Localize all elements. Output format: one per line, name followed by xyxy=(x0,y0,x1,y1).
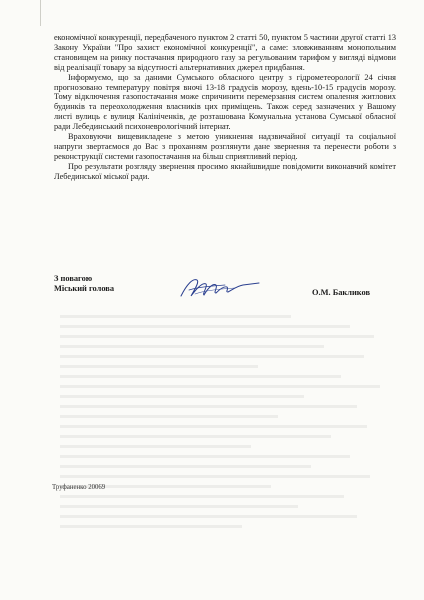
signatory-position: Міський голова xyxy=(54,284,115,293)
paragraph-1: економічної конкуренції, передбаченого пунктом 2 статті 50, пунктом 5 частини другої статті 13 Закону України "Про захист економічної конкуренції", а саме: зловживанням монопольним становищем на ринку постачання природного газу за регульованим тарифом у вигляді відмови від реалізації товару за відсутності альтернативних джерел придбання. xyxy=(54,33,396,72)
paragraph-3: Враховуючи вищевикладене з метою уникнення надзвичайної ситуації та соціальної напруги звертаємося до Вас з проханням розглянути дане звернення та перенести роботи з реконструкції системи газопостачання на більш сприятливий період. xyxy=(54,132,396,161)
fold-mark xyxy=(40,0,41,26)
signatory-name: О.М. Бакликов xyxy=(312,288,370,297)
signature-block xyxy=(54,274,396,314)
paragraph-4: Про результати розгляду звернення просимо якнайшвидше повідомити виконавчий комітет Лебединської міської ради. xyxy=(54,161,396,181)
signatory-title xyxy=(54,274,114,294)
handwritten-signature xyxy=(175,274,265,300)
closing-phrase: З повагою xyxy=(54,274,93,283)
letter-body xyxy=(54,33,396,182)
executor-note: Труфаненко 20069 xyxy=(52,484,106,491)
paragraph-2: Інформуємо, що за даними Сумського обласного центру з гідрометеорології 24 січня прогнозовано температуру повітря вночі 13-18 градусів морозу, вдень-10-15 градусів морозу. Тому відключення газопостачання може спричинити перемерзання систем опалення житлових будинків та переохолодження власників цих приміщень. Також серед зазначених у Вашому листі вулиць є вулиця Калініченків, де розташована Комунальна установа Сумської обласної ради Лебединський психоневрологічний інтернат. xyxy=(54,72,396,132)
reverse-side-bleed-through xyxy=(60,315,390,535)
